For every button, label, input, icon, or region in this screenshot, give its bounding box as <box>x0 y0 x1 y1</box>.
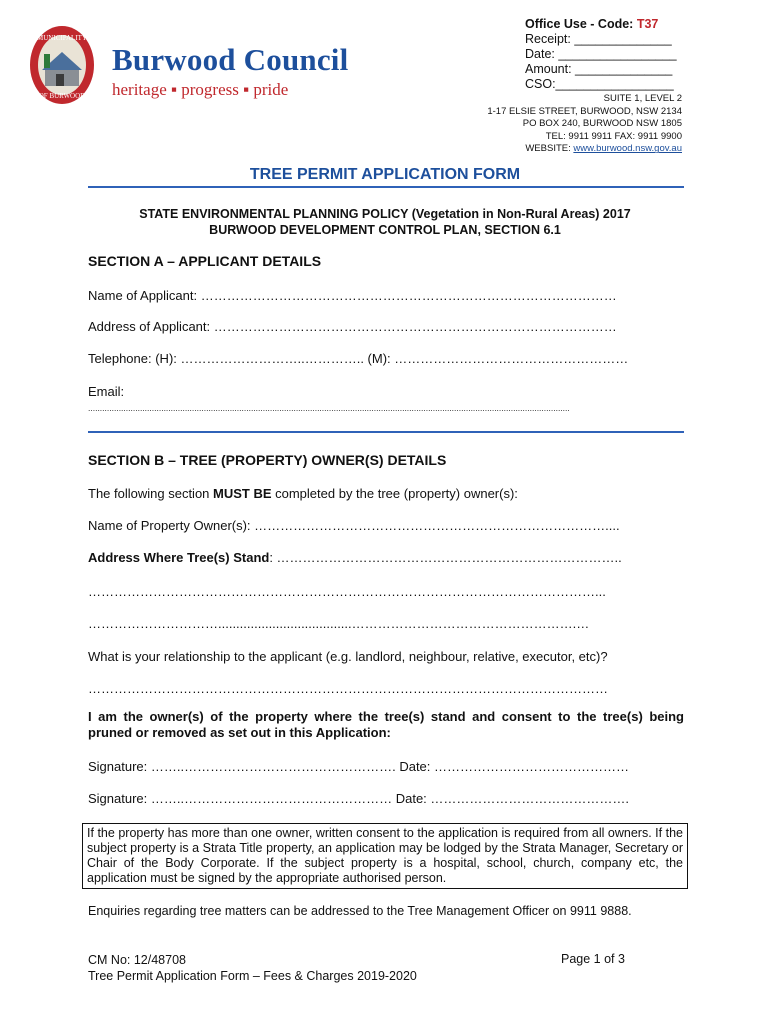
relationship-field[interactable]: ………………………………………………………………………………………………………… <box>88 681 608 696</box>
address-line: 1-17 ELSIE STREET, BURWOOD, NSW 2134 <box>487 105 682 117</box>
contact-line: TEL: 9911 9911 FAX: 9911 9900 <box>545 130 682 142</box>
office-use-code-value: T37 <box>636 17 659 31</box>
applicant-telephone-field[interactable]: Telephone: (H): ………………………..………….. (M): ……………………………………………… <box>88 351 629 366</box>
council-address <box>487 93 682 156</box>
tree-address-field[interactable] <box>88 550 622 565</box>
address-line: SUITE 1, LEVEL 2 <box>603 93 682 104</box>
owner-signature-1[interactable]: Signature: ……..…………………………………………. Date: ……………………………………… <box>88 759 630 774</box>
enquiries-note: Enquiries regarding tree matters can be addressed to the Tree Management Officer on 9911 9888. <box>88 904 632 918</box>
office-use-block <box>525 17 677 92</box>
cso-field: CSO:_________________ <box>525 77 674 91</box>
tree-address-label: Address Where Tree(s) Stand <box>88 550 270 565</box>
tree-address-line[interactable]: ………………………….....................................…………………………………………….… <box>88 616 590 631</box>
council-seal-logo <box>28 24 96 106</box>
policy-heading <box>0 206 770 238</box>
website-label: WEBSITE: <box>525 143 571 155</box>
multiple-owners-notice: If the property has more than one owner, written consent to the application is required from all owners. If the subject property is a Strata Title property, an application may be lodged by the Strata Manager, Secretary or Chair of the Body Corporate. If the subject property is a hospital, school, church, company etc, the application must be signed by the appropriate authorised person. <box>82 823 688 889</box>
council-name: Burwood Council <box>112 42 349 77</box>
intro-emphasis: MUST BE <box>213 486 272 501</box>
intro-text: completed by the tree (property) owner(s): <box>271 486 518 501</box>
section-a-title: SECTION A – APPLICANT DETAILS <box>88 253 322 269</box>
owner-signature-2[interactable]: Signature: ……..………………………………………… Date: ………………………………………. <box>88 791 630 806</box>
website-link[interactable]: www.burwood.nsw.gov.au <box>573 143 682 155</box>
date-field: Date: _________________ <box>525 47 677 61</box>
section-b-title: SECTION B – TREE (PROPERTY) OWNER(S) DETAILS <box>88 452 447 468</box>
seal-text-top: MUNICIPALITY <box>37 34 87 42</box>
address-line: PO BOX 240, BURWOOD NSW 1805 <box>522 118 682 130</box>
form-name: Tree Permit Application Form – Fees & Charges 2019-2020 <box>88 969 417 983</box>
property-owner-name-field[interactable]: Name of Property Owner(s): ……………………………………………………………………….... <box>88 518 620 533</box>
seal-text-bottom: OF BURWOOD <box>38 92 86 100</box>
receipt-field: Receipt: ______________ <box>525 32 672 46</box>
office-use-code-label: Office Use - Code: <box>525 17 634 31</box>
applicant-email-field[interactable]: ............................................................................................................................................................................................................ <box>88 403 570 413</box>
policy-line: BURWOOD DEVELOPMENT CONTROL PLAN, SECTION 6.1 <box>209 223 561 237</box>
form-title: TREE PERMIT APPLICATION FORM <box>249 166 521 183</box>
policy-line: STATE ENVIRONMENTAL PLANNING POLICY (Vegetation in Non-Rural Areas) 2017 <box>139 207 631 221</box>
applicant-email-label: Email: <box>88 384 125 399</box>
council-tagline: heritage ▪ progress ▪ pride <box>112 80 289 99</box>
applicant-address-field[interactable]: Address of Applicant: ………………………………………………………………………………… <box>88 319 617 334</box>
section-divider <box>88 431 684 433</box>
tree-address-line[interactable]: ………………………………………………………………………………………………………... <box>88 584 606 599</box>
relationship-question: What is your relationship to the applicant (e.g. landlord, neighbour, relative, executor, etc)? <box>88 649 608 664</box>
owner-consent-statement: I am the owner(s) of the property where the tree(s) stand and consent to the tree(s) being pruned or removed as set out in this Application: <box>88 709 684 740</box>
tree-address-dots: : …………………………………………………………………….. <box>269 550 622 565</box>
applicant-name-field[interactable]: Name of Applicant: …………………………………………………………………………………… <box>88 288 617 303</box>
section-b-intro <box>88 486 518 501</box>
title-divider <box>88 186 684 188</box>
cm-number: CM No: 12/48708 <box>88 953 186 967</box>
amount-field: Amount: ______________ <box>525 62 673 76</box>
footer-reference <box>88 952 417 984</box>
intro-text: The following section <box>88 486 214 501</box>
page-number: Page 1 of 3 <box>561 952 625 966</box>
